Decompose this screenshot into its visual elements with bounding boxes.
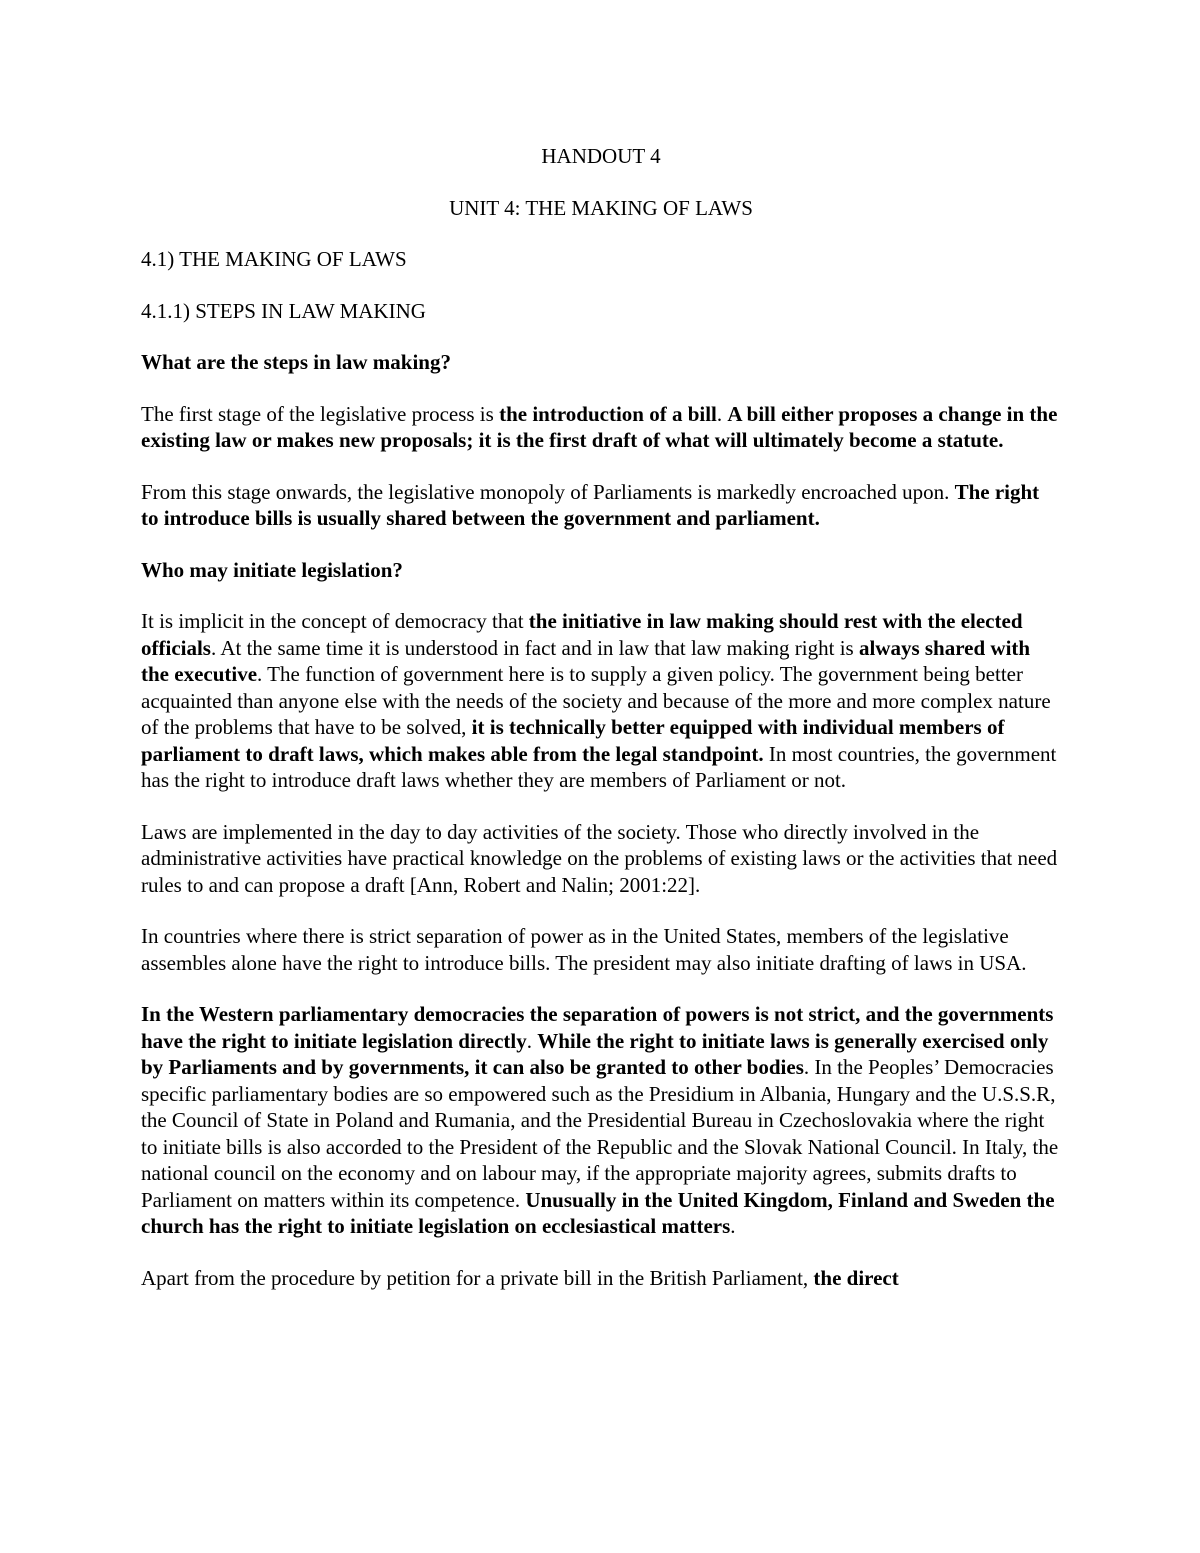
bold-run: Unusually in the United Kingdom, Finland and Sweden the church has the right to initiate legislation on ecclesiastical matters [141, 1187, 1055, 1238]
paragraph-implementation: Laws are implemented in the day to day activities of the society. Those who directly involved in the administrative activities have practical knowledge on the problems of existing laws or the activities that need rules to and can propose a draft [Ann, Robert and Nalin; 2001:22]. [141, 819, 1058, 897]
bold-run: the introduction of a bill [499, 401, 717, 426]
text-run: . [526, 1028, 538, 1053]
paragraph-western-democracies [141, 1001, 1061, 1240]
text-run: The first stage of the legislative process is [141, 401, 500, 426]
text-run: . The function of government here is to supply a given policy. The government being better acquainted than anyone else with the needs of the society and because of the more and more complex nature of the problems that have to be solved, [141, 662, 1051, 739]
question-initiate: Who may initiate legislation? [141, 557, 403, 582]
bold-run: the direct [813, 1265, 899, 1290]
text-run: . In the Peoples’ Democracies specific parliamentary bodies are so empowered such as the Presidium in Albania, Hungary and the U.S.S.R, the Council of State in Poland and Rumania, and the Presidential Bureau in Czechoslovakia where the right to initiate bills is also accorded to the President of the Republic and the Slovak National Council. In Italy, the national council on the economy and on labour may, if the appropriate majority agrees, submits drafts to Parliament on matters within its competence. [141, 1055, 1059, 1212]
paragraph-democracy [141, 608, 1061, 794]
text-run: . [716, 401, 728, 426]
paragraph-monopoly [141, 479, 1061, 532]
bold-run: The right to introduce bills is usually shared between the government and parliament. [141, 479, 1040, 530]
text-run: In most countries, the government has the right to introduce draft laws whether they are members of Parliament or not. [141, 741, 1057, 792]
text-run: . At the same time it is understood in fact and in law that law making right is [210, 635, 859, 660]
paragraph-separation-us: In countries where there is strict separation of power as in the United States, members of the legislative assembles alone have the right to introduce bills. The president may also initiate drafting of laws in USA. [141, 924, 1027, 975]
bold-run: In the Western parliamentary democracies the separation of powers is not strict, and the governments have the right to initiate legislation directly [141, 1002, 1054, 1053]
text-run: From this stage onwards, the legislative monopoly of Parliaments is markedly encroached upon. [141, 479, 955, 504]
bold-run: the initiative in law making should rest with the elected officials [141, 609, 1023, 660]
question-steps: What are the steps in law making? [141, 350, 451, 374]
document-body [141, 143, 1061, 1316]
paragraph-petition [141, 1265, 1061, 1292]
bold-run: A bill either proposes a change in the existing law or makes new proposals; it is the first draft of what will ultimately become a statute. [141, 401, 1058, 452]
text-run: It is implicit in the concept of democracy that [141, 609, 529, 633]
unit-title: UNIT 4: THE MAKING OF LAWS [449, 195, 753, 220]
text-run: . [730, 1214, 736, 1238]
text-run: Apart from the procedure by petition for a private bill in the British Parliament, [141, 1265, 814, 1290]
bold-run: it is technically better equipped with individual members of parliament to draft laws, which makes able from the legal standpoint. [141, 715, 1005, 766]
paragraph-first-stage [141, 401, 1061, 454]
handout-title: HANDOUT 4 [541, 144, 661, 168]
bold-run: While the right to initiate laws is generally exercised only by Parliaments and by governments, it can also be granted to other bodies [141, 1028, 1049, 1079]
bold-run: always shared with the executive [141, 635, 1031, 686]
subsection-heading: 4.1.1) STEPS IN LAW MAKING [141, 298, 426, 323]
section-heading: 4.1) THE MAKING OF LAWS [141, 247, 407, 271]
